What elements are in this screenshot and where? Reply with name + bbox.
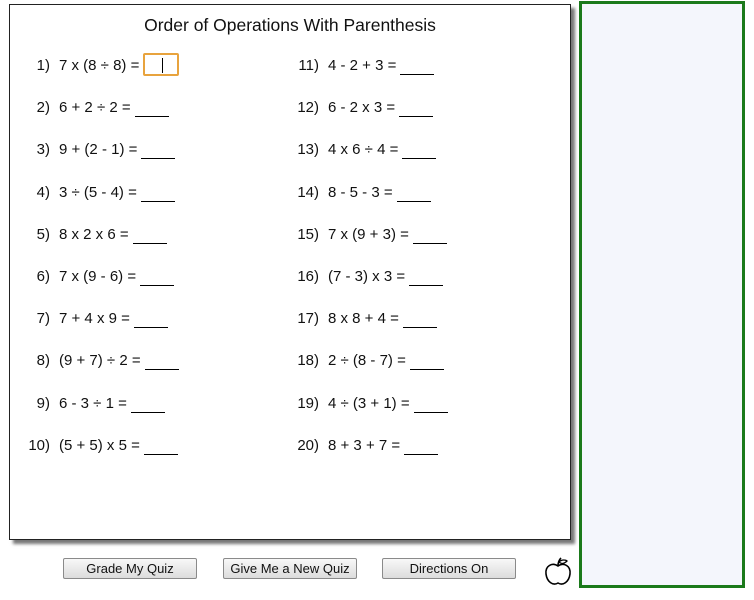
answer-input[interactable] (145, 350, 179, 370)
problem-row (288, 395, 563, 437)
answer-input[interactable] (413, 224, 447, 244)
problem-row (288, 352, 563, 394)
problems-right-column (288, 57, 563, 479)
problem-row (28, 57, 273, 99)
new-quiz-button[interactable]: Give Me a New Quiz (223, 558, 357, 579)
problem-number: 3) (36, 141, 50, 159)
answer-input[interactable] (402, 139, 436, 159)
problem-expression: (5 + 5) x 5 = (59, 436, 140, 454)
problem-row (28, 268, 273, 310)
problem-expression: 9 + (2 - 1) = (59, 141, 138, 159)
problem-expression: 4 x 6 ÷ 4 = (328, 141, 399, 159)
problem-expression: 4 ÷ (3 + 1) = (328, 394, 410, 412)
problem-number: 11) (298, 57, 319, 74)
problem-row (28, 437, 273, 479)
answer-input[interactable] (403, 308, 437, 328)
problem-expression: 7 x (9 + 3) = (328, 225, 409, 243)
apple-icon[interactable] (543, 557, 573, 587)
problem-expression: 7 x (9 - 6) = (59, 267, 137, 285)
problem-expression: 3 ÷ (5 - 4) = (59, 183, 137, 201)
problem-expression: 2 ÷ (8 - 7) = (328, 352, 406, 370)
directions-button[interactable]: Directions On (382, 558, 516, 579)
answer-input[interactable] (140, 266, 174, 286)
problem-row (288, 268, 563, 310)
answer-input[interactable] (404, 435, 438, 455)
problem-number: 9) (36, 394, 50, 412)
problem-number: 17) (297, 310, 319, 328)
problem-row (288, 141, 563, 183)
answer-input[interactable] (410, 350, 444, 370)
problem-row (28, 352, 273, 394)
answer-input[interactable] (141, 182, 175, 202)
answer-input[interactable] (144, 435, 178, 455)
problem-expression: 4 - 2 + 3 = (328, 57, 397, 74)
problem-expression: 7 x (8 ÷ 8) = (59, 57, 140, 74)
problem-number: 8) (36, 352, 50, 370)
problem-number: 10) (28, 436, 50, 454)
problem-number: 14) (297, 183, 319, 201)
problem-number: 1) (36, 57, 50, 74)
answer-input[interactable] (135, 97, 169, 117)
problem-expression: 8 + 3 + 7 = (328, 436, 401, 454)
problem-number: 20) (297, 436, 319, 454)
answer-input[interactable] (134, 308, 168, 328)
problem-row (28, 226, 273, 268)
answer-input[interactable] (131, 393, 165, 413)
problem-row (288, 437, 563, 479)
answer-input[interactable] (397, 182, 431, 202)
problems-left-column (28, 57, 273, 479)
problem-number: 6) (36, 267, 50, 285)
answer-input[interactable] (400, 55, 434, 75)
problem-row (28, 310, 273, 352)
problem-row (28, 99, 273, 141)
answer-input[interactable] (133, 224, 167, 244)
side-panel (579, 1, 745, 588)
problem-number: 13) (297, 141, 319, 159)
answer-input[interactable] (399, 97, 433, 117)
problem-number: 4) (36, 183, 50, 201)
problem-row (288, 226, 563, 268)
problem-expression: 6 + 2 ÷ 2 = (59, 99, 131, 117)
problem-number: 19) (297, 394, 319, 412)
problem-expression: (9 + 7) ÷ 2 = (59, 352, 141, 370)
problem-expression: 7 + 4 x 9 = (59, 310, 130, 328)
answer-input[interactable] (141, 139, 175, 159)
problem-number: 16) (297, 267, 319, 285)
problem-number: 7) (36, 310, 50, 328)
problem-number: 2) (36, 99, 50, 117)
problem-expression: 6 - 2 x 3 = (328, 99, 396, 117)
problem-number: 12) (297, 99, 319, 117)
quiz-sheet (9, 4, 571, 540)
problem-number: 15) (297, 225, 319, 243)
problem-row (288, 310, 563, 352)
problem-expression: 8 x 2 x 6 = (59, 225, 129, 243)
problem-expression: 8 - 5 - 3 = (328, 183, 393, 201)
problem-number: 18) (297, 352, 319, 370)
problem-expression: 6 - 3 ÷ 1 = (59, 394, 127, 412)
problem-row (28, 184, 273, 226)
problem-row (288, 184, 563, 226)
answer-input[interactable] (414, 393, 448, 413)
problem-number: 5) (36, 225, 50, 243)
answer-input[interactable] (143, 53, 179, 76)
grade-quiz-button[interactable]: Grade My Quiz (63, 558, 197, 579)
text-cursor (162, 58, 163, 73)
problem-expression: (7 - 3) x 3 = (328, 267, 406, 285)
answer-input[interactable] (409, 266, 443, 286)
problem-row (28, 141, 273, 183)
problem-row (28, 395, 273, 437)
problem-expression: 8 x 8 + 4 = (328, 310, 399, 328)
problem-row (288, 57, 563, 99)
problem-row (288, 99, 563, 141)
quiz-title: Order of Operations With Parenthesis (144, 15, 436, 35)
